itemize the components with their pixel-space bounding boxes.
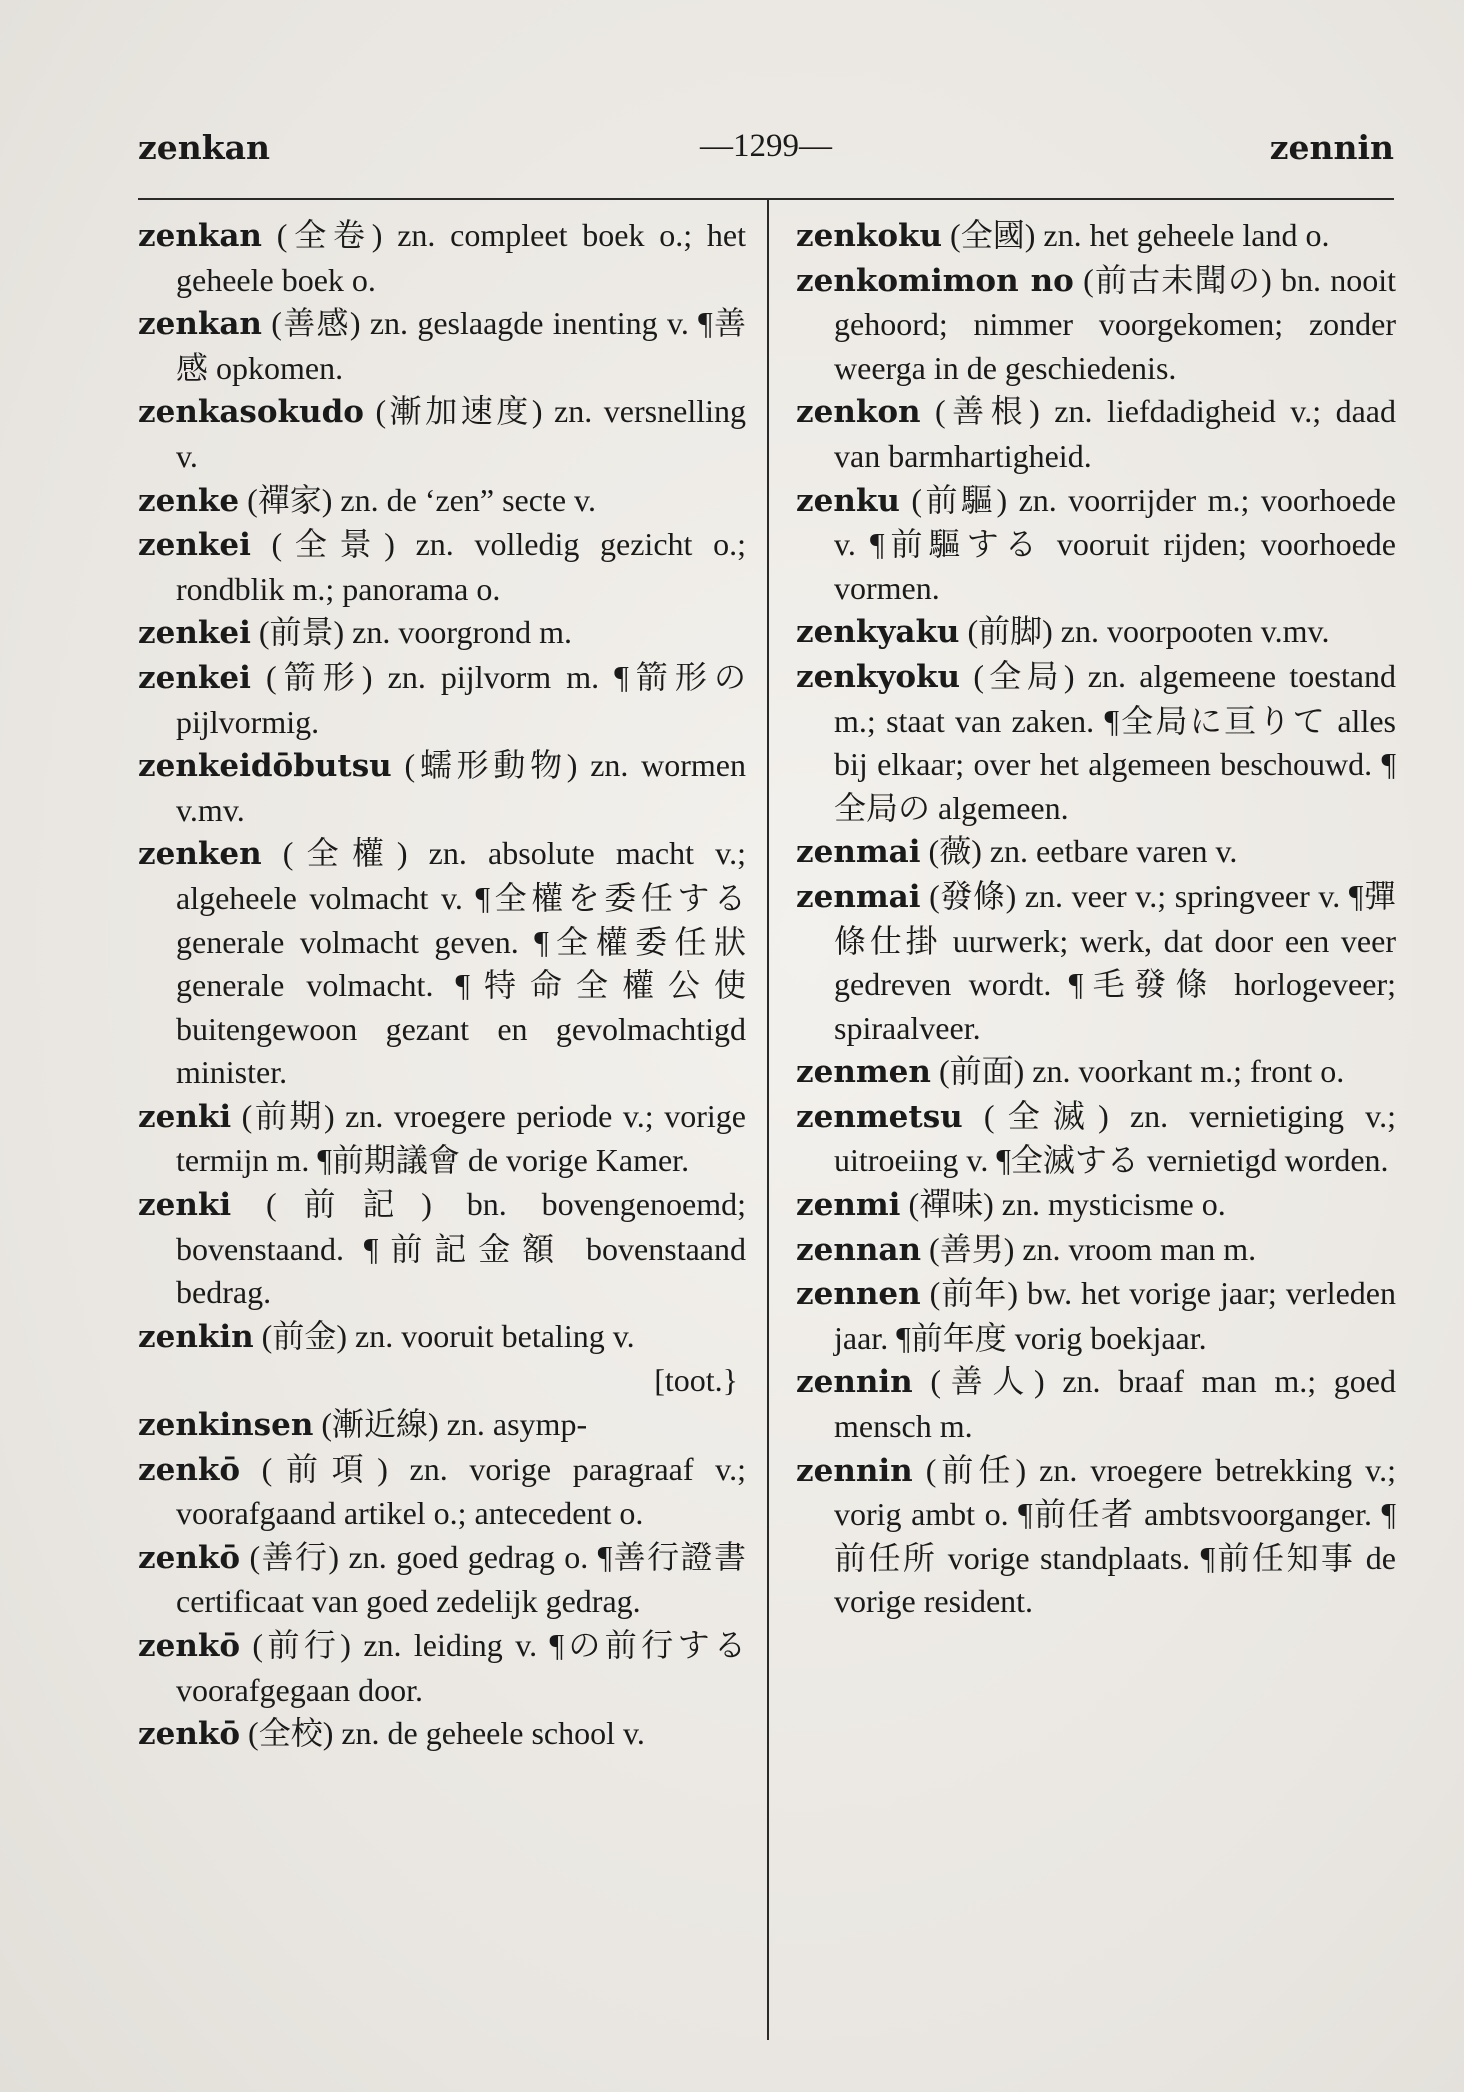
entry-headword: zenkan [138,306,262,343]
entry-definition: (禪味) zn. mysticisme o. [900,1186,1226,1223]
dictionary-entry [138,1536,746,1624]
dictionary-entry [138,1624,746,1712]
dictionary-entry [796,259,1396,391]
entry-headword: zenkō [138,1628,241,1664]
dictionary-entry [138,390,746,478]
dictionary-entry [138,832,746,1095]
entry-headword: zennin [796,1364,913,1401]
entry-definition: (前任) zn. vroegere betrekking v.; vorig ambt o. ¶前任者 ambtsvoorganger. ¶前任所 vorige standplaats. ¶前任知事 de vorige resident. [834,1451,1396,1620]
entry-headword: zennen [796,1276,921,1313]
left-column [138,214,746,1757]
entry-headword: zenkō [138,1451,241,1488]
dictionary-entry [138,1448,746,1536]
entry-headword: zenkan [138,218,262,254]
dictionary-entry [138,744,746,832]
right-column [796,214,1396,1624]
dictionary-entry [796,1272,1396,1360]
left-guide-word: zenkan [138,128,270,167]
dictionary-entry [796,390,1396,478]
entry-headword: zenki [138,1187,232,1224]
dictionary-entry [796,1050,1396,1095]
entry-headword: zenkei [138,615,251,652]
dictionary-entry [796,1449,1396,1624]
dictionary-entry [138,1315,746,1360]
entry-headword: zenmai [796,878,921,915]
entry-definition: (前期) zn. vroegere periode v.; vorige termijn m. ¶前期議會 de vorige Kamer. [176,1097,746,1179]
entry-definition: (全景) zn. volledig gezicht o.; rondblik m.; panorama o. [176,526,746,607]
entry-definition: (發條) zn. veer v.; springveer v. ¶彈條仕掛 uurwerk; werk, dat door een veer gedreven wordt. ¶毛發條 horlogeveer; spiraalveer. [834,877,1396,1046]
dictionary-entry [138,1712,746,1757]
entry-definition: (善根) zn. liefdadigheid v.; daad van barmhartigheid. [834,393,1396,474]
dictionary-entry [138,1183,746,1315]
dictionary-entry [138,656,746,744]
dictionary-entry [796,1183,1396,1228]
dictionary-entry [796,610,1396,655]
entry-definition: (全校) zn. de geheele school v. [240,1715,645,1752]
dictionary-entry [796,214,1396,259]
dictionary-entry [796,1095,1396,1183]
entry-headword: zenkon [796,394,921,431]
entry-definition: (全卷) zn. compleet boek o.; het geheele boek o. [176,217,746,298]
entry-headword: zenkinsen [138,1407,314,1444]
dictionary-entry [796,1228,1396,1273]
page-number: —1299— [700,128,832,164]
entry-headword: zenki [138,1098,232,1135]
entry-headword: zenkei [138,659,251,696]
page-header [138,128,1394,178]
entry-headword: zenkyoku [796,658,961,695]
dictionary-entry [138,479,746,524]
dictionary-entry [138,214,746,302]
header-rule [138,198,1394,200]
entry-headword: zenken [138,836,262,873]
entry-definition: (前金) zn. vooruit betaling v. [253,1317,635,1354]
dictionary-entry [138,1403,746,1448]
column-divider [767,200,769,2040]
entry-definition: (禪家) zn. de ‘zen” secte v. [239,481,596,518]
dictionary-entry [796,1360,1396,1448]
entry-headword: zenkeidōbutsu [138,748,392,785]
dictionary-entry [796,875,1396,1050]
entry-headword: zenkomimon no [796,262,1074,299]
entry-definition: (全權) zn. absolute macht v.; algeheele volmacht v. ¶全權を委任する generale volmacht geven. ¶全權委任狀 generale volmacht. ¶特命全權公使 buitengewoon gezant en gevolmachtigd minister. [176,835,746,1091]
entry-definition: (前面) zn. voorkant m.; front o. [930,1053,1345,1090]
entry-definition: (漸加速度) zn. versnelling v. [176,393,746,474]
dictionary-entry [138,611,746,656]
entry-definition: (善男) zn. vroom man m. [921,1230,1257,1267]
entry-definition: (全局) zn. algemeene toestand m.; staat van zaken. ¶全局に亘りて alles bij elkaar; over het algemeen beschouwd. ¶全局の algemeen. [834,657,1396,826]
dictionary-entry [138,302,746,390]
entry-definition: (前行) zn. leiding v. ¶の前行する voorafgegaan door. [176,1627,746,1708]
dictionary-entry [138,1095,746,1183]
entry-definition: (全國) zn. het geheele land o. [942,217,1330,253]
entry-definition: (薇) zn. eetbare varen v. [920,833,1238,870]
entry-definition: (善感) zn. geslaagde inenting v. ¶善感 opkomen. [176,305,746,386]
entry-definition: (前記) bn. bovengenoemd; bovenstaand. ¶前記金額 bovenstaand bedrag. [176,1186,746,1311]
entry-headword: zenmetsu [796,1098,963,1135]
entry-headword: zenkei [138,527,251,564]
entry-headword: zenkō [138,1539,241,1576]
dictionary-entry [796,655,1396,830]
entry-headword: zenkoku [796,218,943,254]
dictionary-entry [796,830,1396,875]
entry-definition: (全滅) zn. vernietiging v.; uitroeiing v. ¶全滅する vernietigd worden. [834,1097,1396,1179]
entry-headword: zenkasokudo [138,394,364,431]
entry-definition: (箭形) zn. pijlvorm m. ¶箭形の pijlvormig. [176,658,746,740]
entry-headword: zenku [796,482,900,519]
entry-headword: zenmai [796,834,921,871]
entry-headword: zennin [796,1452,913,1489]
entry-headword: zenmen [796,1054,931,1091]
entry-definition: (前項) zn. vorige paragraaf v.; voorafgaand artikel o.; antecedent o. [176,1450,746,1532]
entry-headword: zenmi [796,1187,901,1224]
entry-definition: (漸近線) zn. asymp- [313,1406,588,1443]
entry-definition: (前年) bw. het vorige jaar; verleden jaar. ¶前年度 vorig boekjaar. [834,1275,1396,1356]
entry-definition: (前古未聞の) bn. nooit gehoord; nimmer voorgekomen; zonder weerga in de geschiedenis. [834,261,1396,386]
entry-headword: zennan [796,1231,922,1268]
entry-definition: (前景) zn. voorgrond m. [250,614,573,651]
entry-headword: zenkyaku [796,614,960,651]
entry-definition: (前脚) zn. voorpooten v.mv. [959,613,1330,650]
entry-headword: zenkō [138,1716,241,1753]
entry-definition: (前驅) zn. voorrijder m.; voorhoede v. ¶前驅する vooruit rijden; voorhoede vormen. [834,481,1396,606]
entry-headword: zenke [138,482,240,519]
right-guide-word: zennin [1269,128,1394,167]
continuation-note: [toot.} [654,1362,738,1399]
dictionary-entry [796,479,1396,611]
entry-headword: zenkin [138,1318,254,1355]
entry-definition: (善行) zn. goed gedrag o. ¶善行證書 certificaat van goed zedelijk gedrag. [176,1538,746,1620]
entry-definition: (蠕形動物) zn. wormen v.mv. [176,747,746,828]
dictionary-entry [138,523,746,611]
entry-definition: (善人) zn. braaf man m.; goed mensch m. [834,1363,1396,1445]
